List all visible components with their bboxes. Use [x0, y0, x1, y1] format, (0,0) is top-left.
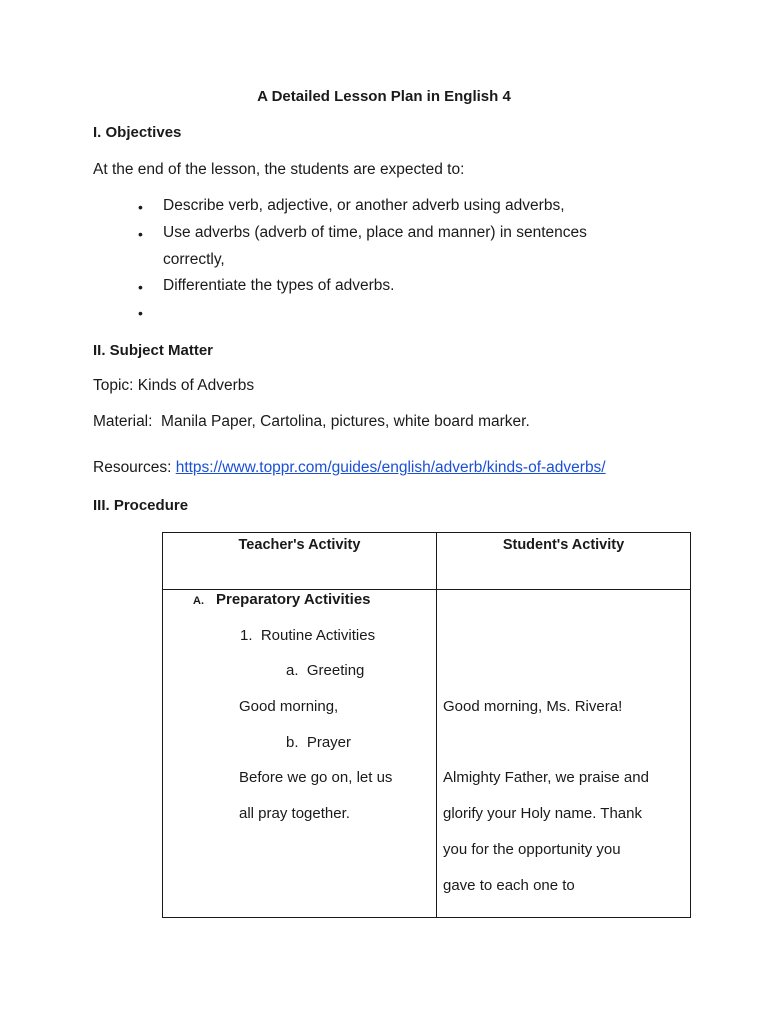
bullet-icon: •: [138, 279, 143, 295]
resources-label: Resources:: [93, 459, 176, 476]
objectives-intro: At the end of the lesson, the students are expected to:: [93, 161, 465, 178]
section-title: Preparatory Activities: [216, 591, 371, 608]
topic-line: Topic: Kinds of Adverbs: [93, 377, 255, 394]
bullet-icon: •: [138, 199, 143, 215]
list-item: Differentiate the types of adverbs.: [163, 277, 395, 294]
teacher-prayer-line: Before we go on, let us: [239, 769, 393, 786]
teacher-greeting: Good morning,: [239, 698, 339, 715]
greeting-item: a. Greeting: [286, 662, 365, 679]
section-letter: A.: [193, 595, 204, 607]
table-row: [163, 590, 691, 918]
resources-line: [93, 459, 606, 477]
procedure-table: [162, 532, 691, 918]
material-line: Material: Manila Paper, Cartolina, pictures, white board marker.: [93, 413, 530, 430]
list-item: Use adverbs (adverb of time, place and manner) in sentences: [163, 224, 587, 241]
student-greeting: Good morning, Ms. Rivera!: [443, 698, 623, 715]
student-activity-header: Student's Activity: [502, 537, 625, 553]
procedure-heading: III. Procedure: [93, 497, 189, 514]
table-header-cell: [437, 533, 691, 590]
list-item: Describe verb, adjective, or another adverb using adverbs,: [163, 197, 565, 214]
bullet-icon: •: [138, 226, 143, 242]
prayer-item: b. Prayer: [286, 734, 352, 751]
table-header-row: [163, 533, 691, 590]
routine-activities-item: 1. Routine Activities: [240, 627, 376, 644]
student-activity-cell: [437, 590, 691, 918]
resources-link[interactable]: https://www.toppr.com/guides/english/adverb/kinds-of-adverbs/: [175, 459, 606, 476]
teacher-activity-header: Teacher's Activity: [238, 537, 361, 553]
objectives-heading: I. Objectives: [93, 124, 182, 141]
document-title: A Detailed Lesson Plan in English 4: [257, 88, 511, 105]
list-item-continuation: correctly,: [163, 251, 225, 268]
student-prayer-line: glorify your Holy name. Thank: [443, 805, 642, 822]
teacher-activity-cell: [163, 590, 437, 918]
table-header-cell: [163, 533, 437, 590]
student-prayer-line: you for the opportunity you: [443, 841, 621, 858]
teacher-prayer-line: all pray together.: [239, 805, 350, 822]
bullet-icon: •: [138, 305, 143, 321]
subject-matter-heading: II. Subject Matter: [93, 342, 214, 359]
student-prayer-line: gave to each one to: [443, 877, 575, 894]
student-prayer-line: Almighty Father, we praise and: [443, 769, 649, 786]
